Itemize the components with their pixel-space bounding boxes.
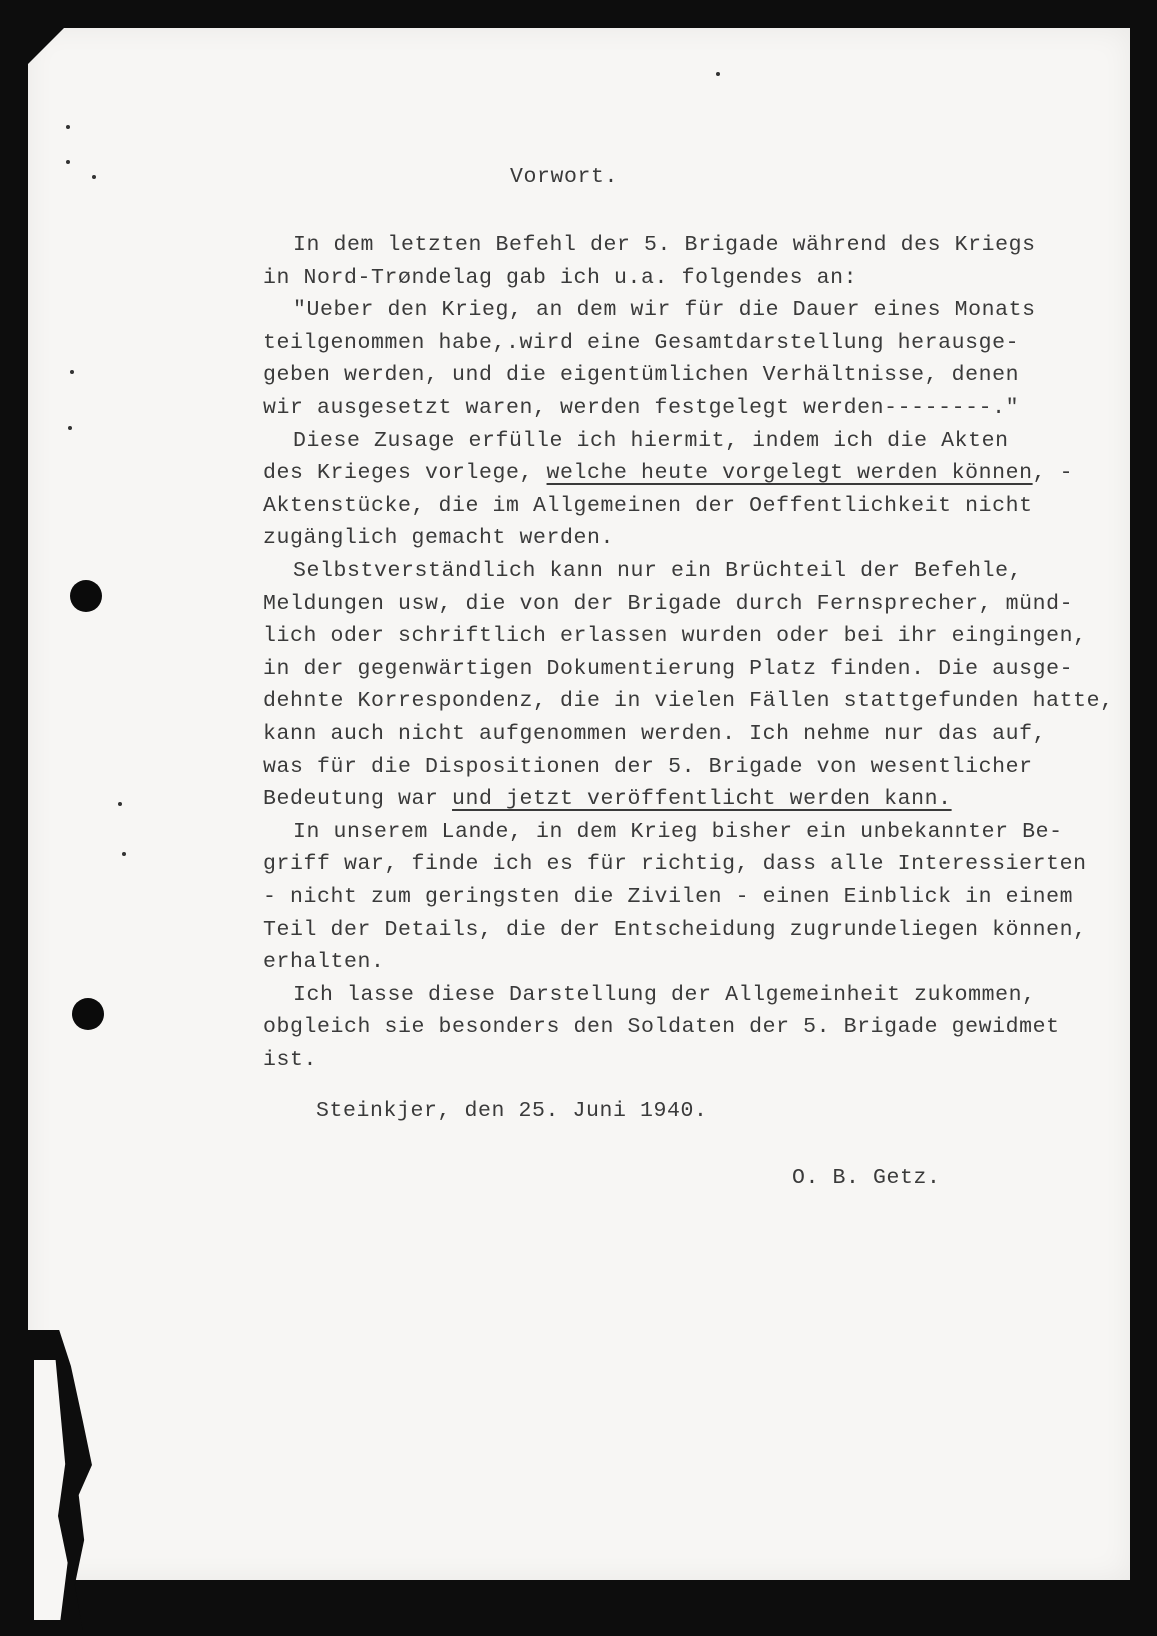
text-segment: Meldungen usw, die von der Brigade durch Fernsprecher, münd-: [263, 591, 1074, 616]
text-line: [263, 917, 1087, 943]
text-segment: was für die Dispositionen der 5. Brigade von wesentlicher: [263, 754, 1033, 779]
text-line: [263, 395, 1019, 421]
text-line: [263, 623, 1087, 649]
text-segment: "Ueber den Krieg, an dem wir für die Dauer eines Monats: [293, 298, 1036, 323]
text-segment: in Nord-Trøndelag gab ich u.a. folgendes an:: [263, 265, 858, 290]
text-segment: zugänglich gemacht werden.: [263, 526, 615, 551]
text-segment: ist.: [263, 1048, 318, 1072]
text-line: [293, 819, 1063, 845]
text-line: [293, 558, 1022, 584]
text-segment: Selbstverständlich kann nur ein Brüchteil der Befehle,: [293, 559, 1023, 583]
text-segment: In unserem Lande, in dem Krieg bisher ein unbekannter Be-: [293, 819, 1063, 844]
text-line: [263, 786, 952, 812]
text-segment: , -: [1032, 461, 1074, 486]
place-and-date: Steinkjer, den 25. Juni 1940.: [316, 1099, 708, 1123]
text-segment: Ich lasse diese Darstellung der Allgemeinheit zukommen,: [293, 982, 1036, 1007]
text-segment: Bedeutung war: [263, 787, 453, 812]
text-segment: - nicht zum geringsten die Zivilen - einen Einblick in einem: [263, 885, 1074, 909]
text-segment: dehnte Korrespondenz, die in vielen Fällen stattgefunden hatte,: [263, 689, 1114, 714]
underlined-text: welche heute vorgelegt werden können: [546, 461, 1033, 486]
text-line: [263, 525, 614, 551]
text-line: [263, 1014, 1060, 1040]
text-line: [263, 721, 1046, 747]
underlined-text: und jetzt veröffentlicht werden kann.: [452, 787, 952, 812]
text-line: [263, 265, 857, 291]
text-segment: geben werden, und die eigentümlichen Verhältnisse, denen: [263, 363, 1020, 388]
text-line: [263, 949, 385, 975]
text-line: [263, 688, 1114, 714]
text-line: [293, 982, 1036, 1008]
signature: O. B. Getz.: [792, 1166, 941, 1190]
text-segment: Aktenstücke, die im Allgemeinen der Oeffentlichkeit nicht: [263, 493, 1033, 518]
text-segment: wir ausgesetzt waren, werden festgelegt werden--------.": [263, 396, 1020, 420]
text-segment: Teil der Details, die der Entscheidung zugrundeliegen können,: [263, 917, 1087, 942]
text-line: [293, 232, 1036, 258]
text-segment: lich oder schriftlich erlassen wurden oder bei ihr eingingen,: [263, 624, 1087, 649]
text-line: [263, 851, 1087, 877]
text-line: [263, 884, 1073, 910]
text-line: [263, 460, 1073, 486]
text-line: [263, 493, 1033, 519]
text-line: [263, 591, 1073, 617]
text-segment: griff war, finde ich es für richtig, dass alle Interessierten: [263, 852, 1087, 877]
text-segment: Diese Zusage erfülle ich hiermit, indem ich die Akten: [293, 428, 1009, 453]
document-title: Vorwort.: [510, 165, 619, 189]
text-segment: obgleich sie besonders den Soldaten der 5. Brigade gewidmet: [263, 1015, 1060, 1040]
text-segment: teilgenommen habe,.wird eine Gesamtdarstellung herausge-: [263, 330, 1020, 355]
text-segment: des Krieges vorlege,: [263, 461, 547, 486]
text-line: [263, 754, 1033, 780]
text-line: [263, 330, 1019, 356]
text-segment: erhalten.: [263, 950, 385, 975]
text-line: [293, 428, 1009, 454]
text-segment: In dem letzten Befehl der 5. Brigade während des Kriegs: [293, 233, 1036, 257]
text-line: [263, 1047, 317, 1073]
text-segment: in der gegenwärtigen Dokumentierung Platz finden. Die ausge-: [263, 656, 1074, 681]
text-segment: kann auch nicht aufgenommen werden. Ich nehme nur das auf,: [263, 722, 1047, 746]
text-line: [263, 656, 1073, 682]
text-line: [263, 362, 1019, 388]
text-line: [293, 297, 1036, 323]
